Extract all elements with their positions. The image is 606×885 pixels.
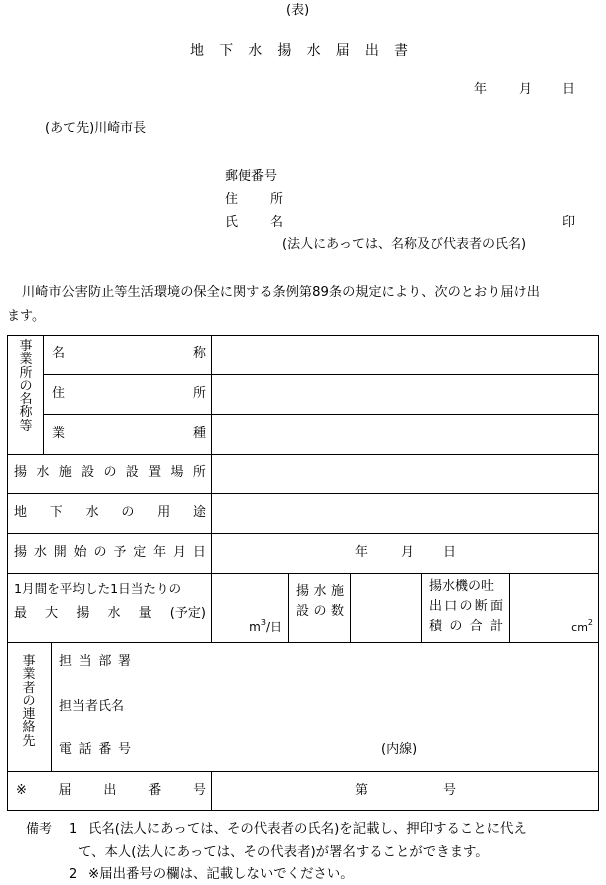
label-char: 名 — [19, 392, 33, 407]
label-char: 話 — [78, 742, 92, 757]
label-char: 設 — [81, 465, 95, 480]
label-char: 揚 — [14, 545, 28, 560]
unit-tail: /日 — [265, 620, 282, 634]
label-char: 日 — [192, 545, 206, 560]
outlet-area-unit — [571, 619, 593, 633]
note-2-number: 2 — [69, 867, 78, 882]
label-char: 水 — [313, 584, 327, 599]
seal-mark: 印 — [562, 215, 576, 230]
outlet-area-label-line3 — [429, 620, 503, 633]
title-char: 水 — [248, 43, 263, 59]
groundwater-usage-field[interactable] — [212, 494, 598, 533]
label-char: 揚 — [76, 606, 90, 621]
label-char: の — [103, 465, 117, 480]
name-note: (法人にあっては、名称及び代表者の氏名) — [282, 237, 527, 252]
label-char: 年 — [153, 545, 167, 560]
filing-number-suffix: 号 — [443, 783, 457, 798]
business-name-field[interactable] — [212, 336, 598, 374]
label-char: 積 — [429, 619, 443, 634]
label-char: 号 — [117, 742, 131, 757]
extension-field[interactable] — [430, 736, 590, 760]
label-char: 称 — [19, 405, 33, 421]
label-char: 業 — [22, 667, 36, 683]
title-char: 揚 — [277, 43, 292, 59]
filing-number-prefix: 第 — [355, 783, 369, 798]
page-title — [190, 44, 408, 58]
phone-label — [59, 743, 131, 756]
label-char: 部 — [98, 654, 112, 669]
facility-count-label-line2 — [296, 605, 344, 618]
date-day: 日 — [562, 82, 576, 97]
label-char: 下 — [49, 505, 63, 520]
intro-line-2: ます。 — [7, 309, 45, 324]
label-char: 設 — [296, 604, 310, 619]
label-char: (予定) — [169, 606, 206, 621]
label-char: の — [93, 545, 107, 560]
label-char: 名 — [269, 215, 283, 230]
label-char: 予 — [113, 545, 127, 560]
notes-heading: 備考 — [26, 822, 53, 837]
date-year: 年 — [474, 82, 488, 97]
business-group-label — [19, 340, 33, 433]
label-char: の — [19, 378, 33, 394]
unit-base: m — [249, 620, 261, 634]
label-char: 先 — [22, 733, 36, 749]
label-char: 当 — [78, 654, 92, 669]
label-char: 連 — [22, 707, 36, 722]
label-char: 大 — [45, 606, 59, 621]
label-char: 事 — [22, 654, 36, 669]
facility-count-label-line1 — [296, 585, 344, 598]
label-char: 所 — [19, 365, 33, 381]
contact-person-field[interactable] — [140, 693, 590, 717]
label-char: 設 — [125, 465, 139, 480]
filing-number-field — [212, 772, 598, 810]
label-char: 水 — [36, 465, 50, 480]
label-char: 号 — [192, 783, 206, 798]
label-char: 届 — [58, 783, 72, 798]
business-type-field[interactable] — [212, 415, 598, 454]
max-pump-volume-field[interactable] — [212, 574, 288, 642]
label-char: 場 — [170, 465, 184, 480]
label-char: 面 — [489, 599, 503, 614]
label-char: 地 — [14, 505, 28, 520]
label-char: の — [459, 599, 473, 614]
label-char: 開 — [53, 545, 67, 560]
title-char: 水 — [306, 43, 321, 59]
label-char: 用 — [157, 505, 171, 520]
outlet-area-label-line1: 揚水機の吐 — [429, 579, 495, 594]
label-char: 数 — [330, 604, 344, 619]
note-1-line2: て、本人(法人にあっては、その代表者)が署名することができます。 — [78, 845, 489, 860]
label-char: 事 — [19, 339, 33, 354]
department-label — [59, 655, 131, 668]
col-divider — [288, 573, 289, 642]
start-date-day: 日 — [443, 545, 457, 560]
outlet-area-field[interactable] — [510, 574, 598, 642]
label-char: 番 — [148, 783, 162, 798]
label-char: 署 — [117, 654, 131, 669]
phone-field[interactable] — [140, 736, 370, 760]
name-label — [225, 216, 283, 229]
label-char: 種 — [192, 426, 206, 441]
unit-superscript: 2 — [587, 618, 593, 627]
date-month: 月 — [519, 82, 533, 97]
label-char: 業 — [52, 426, 66, 441]
title-char: 地 — [190, 43, 204, 59]
business-address-field[interactable] — [212, 375, 598, 414]
max-pump-unit — [249, 619, 282, 633]
contact-group-label — [22, 655, 36, 748]
title-char: 下 — [219, 43, 234, 59]
label-char: 最 — [14, 606, 28, 621]
title-char: 届 — [335, 43, 350, 59]
label-char: 氏 — [225, 215, 239, 230]
label-char: の — [313, 604, 327, 619]
label-char: 番 — [98, 742, 112, 757]
label-char: 施 — [330, 584, 344, 599]
label-char: 定 — [133, 545, 147, 560]
note-1-number: 1 — [69, 822, 78, 837]
label-char: 住 — [52, 386, 66, 401]
department-field[interactable] — [140, 648, 590, 672]
label-char: 担 — [59, 654, 73, 669]
label-char: の — [449, 619, 463, 634]
title-char: 書 — [393, 43, 408, 59]
facility-location-field[interactable] — [212, 455, 598, 493]
address-label — [225, 193, 283, 206]
unit-base: cm — [571, 621, 588, 634]
label-char: 合 — [469, 619, 483, 634]
note-1-line1: 氏名(法人にあっては、その代表者の氏名)を記載し、押印することに代え — [88, 822, 527, 837]
unit-superscript: 3 — [260, 618, 266, 627]
start-date-label — [14, 546, 206, 559]
table-border-bottom — [7, 810, 599, 811]
reference-mark: ※ — [16, 783, 27, 798]
side-label: (表) — [286, 3, 310, 18]
label-char: 者 — [22, 680, 36, 696]
label-char: 電 — [59, 742, 73, 757]
business-address-label — [52, 387, 206, 400]
max-pump-label-line1: 1月間を平均した1日当たりの — [14, 581, 182, 596]
label-char: 水 — [33, 545, 47, 560]
start-date-month: 月 — [401, 545, 415, 560]
col-divider — [51, 642, 52, 771]
addressee: (あて先)川崎市長 — [45, 121, 147, 136]
label-char: 量 — [138, 606, 152, 621]
label-char: 住 — [225, 192, 239, 207]
col-divider — [421, 573, 422, 642]
label-char: 絡 — [22, 720, 36, 736]
label-char: 口 — [444, 599, 458, 614]
facility-count-field[interactable] — [351, 574, 421, 642]
label-char: 所 — [269, 192, 283, 207]
row-divider — [7, 642, 599, 643]
label-char: 断 — [474, 599, 488, 614]
label-char: 始 — [73, 545, 87, 560]
label-char: 揚 — [296, 584, 310, 599]
extension-label: (内線) — [381, 742, 418, 757]
label-char: の — [121, 505, 135, 520]
label-char: 水 — [107, 606, 121, 621]
filing-number-label — [16, 784, 206, 797]
label-char: 施 — [58, 465, 72, 480]
label-char: 置 — [148, 465, 162, 480]
label-char: 月 — [173, 545, 187, 560]
label-char: の — [22, 693, 36, 709]
label-char: 出 — [429, 599, 443, 614]
label-char: 業 — [19, 352, 33, 368]
start-date-year: 年 — [355, 545, 369, 560]
title-char: 出 — [364, 43, 379, 59]
col-divider — [43, 335, 44, 454]
label-char: 称 — [192, 346, 206, 361]
label-char: 途 — [192, 505, 206, 520]
label-char: 名 — [52, 346, 66, 361]
groundwater-usage-label — [14, 506, 206, 519]
business-type-label — [52, 427, 206, 440]
label-char: 等 — [19, 418, 33, 434]
start-date-field[interactable] — [212, 534, 598, 573]
max-pump-label-line2 — [14, 607, 206, 620]
intro-line-1: 川崎市公害防止等生活環境の保全に関する条例第89条の規定により、次のとおり届け出 — [22, 285, 540, 300]
facility-location-label — [14, 466, 206, 479]
business-name-label — [52, 347, 206, 360]
postal-code-label: 郵便番号 — [225, 169, 278, 184]
note-2-line1: ※届出番号の欄は、記載しないでください。 — [88, 867, 354, 882]
label-char: 出 — [103, 783, 117, 798]
contact-person-label: 担当者氏名 — [59, 699, 125, 714]
label-char: 揚 — [14, 465, 28, 480]
label-char: 水 — [85, 505, 99, 520]
label-char: 所 — [192, 465, 206, 480]
outlet-area-label-line2 — [429, 600, 503, 613]
label-char: 所 — [192, 386, 206, 401]
label-char: 計 — [489, 619, 503, 634]
